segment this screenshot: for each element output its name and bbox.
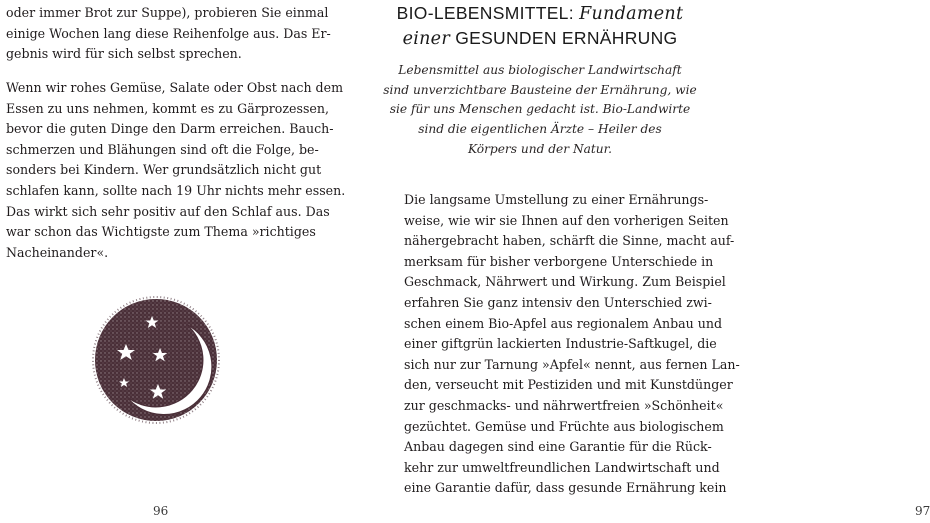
text-line: Geschmack, Nährwert und Wirkung. Zum Beispiel (404, 274, 726, 290)
text-line: schlafen kann, sollte nach 19 Uhr nichts mehr essen. (6, 182, 346, 198)
page-number: 96 (153, 504, 169, 518)
title-caps-part: GESUNDEN ERNÄHRUNG (455, 28, 678, 48)
right-page (360, 0, 930, 523)
moon-and-stars-icon (88, 292, 224, 428)
title-italic-part: einer (402, 29, 451, 49)
quote-line: Lebensmittel aus biologischer Landwirtschaft (398, 63, 682, 77)
text-line: schmerzen und Blähungen sind oft die Folge, be- (6, 141, 319, 157)
quote-line: sind die eigentlichen Ärzte – Heiler des (418, 122, 662, 137)
text-line: einige Wochen lang diese Reihenfolge aus. Das Er- (6, 25, 331, 41)
left-page (0, 0, 360, 523)
text-line: war schon das Wichtigste zum Thema »richtiges (6, 224, 316, 240)
text-line: weise, wie wir sie Ihnen auf den vorherigen Seiten (404, 212, 729, 228)
text-line: erfahren Sie ganz intensiv den Unterschied zwi- (404, 294, 712, 310)
intro-quote (360, 61, 720, 160)
paragraph-1 (6, 3, 331, 65)
text-line: einer giftgrün lackierten Industrie-Saftkugel, die (404, 336, 717, 352)
page-number: 97 (915, 504, 930, 518)
title-line-1 (360, 1, 720, 26)
chapter-title (360, 1, 720, 51)
title-line-2 (360, 26, 720, 51)
text-line: den, verseucht mit Pestiziden und mit Kunstdünger (404, 377, 733, 393)
text-line: zur geschmacks- und nährwertfreien »Schönheit« (404, 397, 724, 413)
quote-line: sind unverzichtbare Bausteine der Ernährung, wie (383, 82, 697, 97)
text-line: bevor die guten Dinge den Darm erreichen. Bauch- (6, 121, 334, 137)
text-line: sonders bei Kindern. Wer grundsätzlich nicht gut (6, 162, 322, 178)
title-caps-part: BIO-LEBENSMITTEL: (396, 3, 574, 23)
text-line: gebnis wird für sich selbst sprechen. (6, 46, 242, 62)
text-line: eine Garantie dafür, dass gesunde Ernährung kein (404, 480, 727, 496)
text-line: oder immer Brot zur Suppe), probieren Sie einmal (6, 5, 329, 20)
quote-line: Körpers und der Natur. (467, 141, 613, 156)
title-italic-part: Fundament (579, 4, 684, 24)
paragraph-1 (404, 190, 740, 499)
quote-line: sie für uns Menschen gedacht ist. Bio-Landwirte (389, 102, 691, 117)
text-line: gezüchtet. Gemüse und Früchte aus biologischem (404, 418, 724, 434)
paragraph-2 (6, 78, 345, 263)
text-line: Wenn wir rohes Gemüse, Salate oder Obst nach dem (6, 80, 344, 95)
text-line: schen einem Bio-Apfel aus regionalem Anbau und (404, 315, 723, 331)
text-line: merksam für bisher verborgene Unterschiede in (404, 253, 714, 269)
text-line: Das wirkt sich sehr positiv auf den Schlaf aus. Das (6, 203, 330, 219)
text-line: kehr zur umweltfreundlichen Landwirtschaft und (404, 459, 720, 475)
text-line: Anbau dagegen sind eine Garantie für die Rück- (404, 439, 712, 455)
text-line: Die langsame Umstellung zu einer Ernährungs- (404, 192, 709, 207)
text-line: nähergebracht haben, schärft die Sinne, macht auf- (404, 233, 735, 249)
text-line: Nacheinander«. (6, 244, 109, 260)
text-line: Essen zu uns nehmen, kommt es zu Gärprozessen, (6, 100, 329, 116)
text-line: sich nur zur Tarnung »Apfel« nennt, aus fernen Lan- (404, 356, 740, 372)
